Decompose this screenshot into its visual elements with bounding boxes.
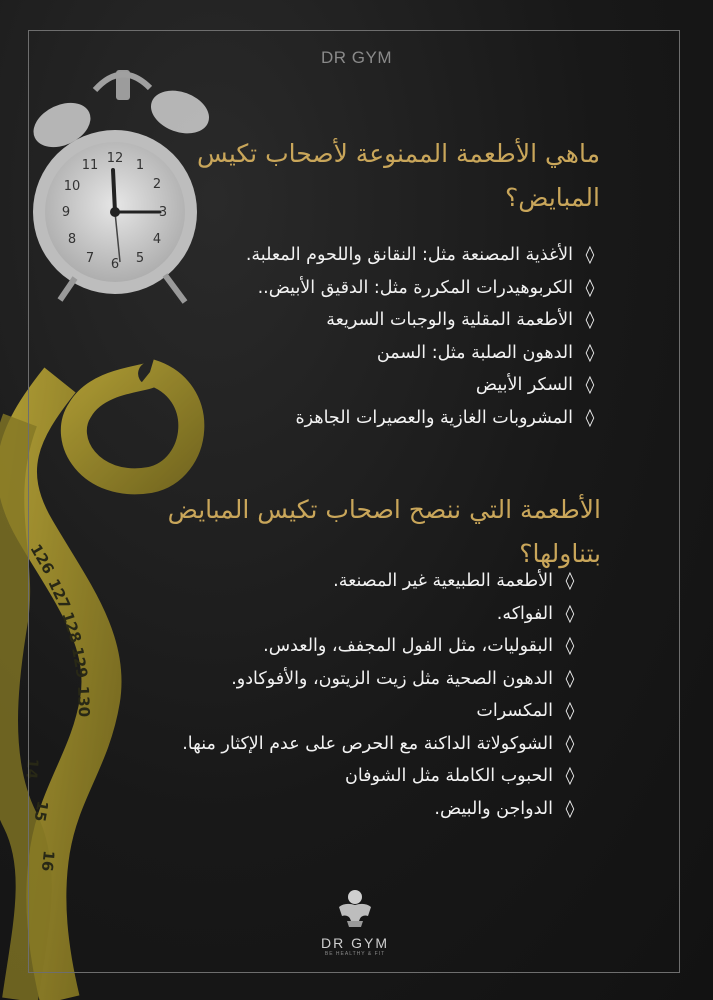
diamond-bullet-icon: ◊ [565, 571, 575, 591]
diamond-bullet-icon: ◊ [585, 342, 595, 363]
diamond-bullet-icon: ◊ [565, 798, 575, 819]
clock-number: 4 [152, 232, 162, 247]
tape-number: 127 [44, 576, 74, 613]
clock-number: 2 [152, 177, 162, 192]
diamond-bullet-icon: ◊ [565, 603, 575, 624]
clock-number: 7 [85, 251, 95, 266]
diamond-bullet-icon: ◊ [565, 766, 575, 786]
clock-number: 9 [61, 205, 71, 220]
tape-number: 15 [30, 799, 52, 823]
tape-number: 129 [68, 645, 92, 680]
list-item: ◊المكسرات [182, 695, 581, 728]
list-item: ◊الشوكولاتة الداكنة مع الحرص على عدم الإكثار منها. [182, 728, 581, 761]
forbidden-foods-list [246, 239, 601, 434]
diamond-bullet-icon: ◊ [565, 733, 575, 754]
tape-number: 126 [26, 541, 58, 578]
list-item: ◊الأطعمة الطبيعية غير المصنعة. [182, 565, 581, 598]
diamond-bullet-icon: ◊ [585, 277, 595, 298]
clock-number: 12 [106, 151, 124, 166]
list-item: ◊السكر الأبيض [246, 369, 601, 402]
diamond-bullet-icon: ◊ [585, 245, 595, 265]
list-item: ◊الأطعمة المقلية والوجبات السريعة [246, 304, 601, 337]
clock-number: 3 [158, 205, 168, 220]
logo-tagline: BE HEALTHY & FIT [324, 951, 386, 957]
section2-title [121, 488, 601, 576]
clock-number: 1 [135, 158, 145, 173]
section1-title [120, 132, 600, 220]
section1-title-line2: المبايض؟ [504, 183, 600, 212]
list-item: ◊الحبوب الكاملة مثل الشوفان [182, 760, 581, 793]
diamond-bullet-icon: ◊ [585, 407, 595, 428]
list-item: ◊البقوليات، مثل الفول المجفف، والعدس. [182, 630, 581, 663]
diamond-bullet-icon: ◊ [565, 668, 575, 689]
recommended-foods-list [182, 565, 581, 825]
diamond-bullet-icon: ◊ [585, 375, 595, 395]
tape-number: 16 [37, 849, 58, 873]
list-item: ◊الكربوهيدرات المكررة مثل: الدقيق الأبيض.. [246, 272, 601, 305]
logo-name: DR GYM [321, 935, 389, 951]
tape-number: 130 [74, 685, 94, 718]
diamond-bullet-icon: ◊ [565, 701, 575, 721]
list-item: ◊الأغذية المصنعة مثل: النقانق واللحوم المعلبة. [246, 239, 601, 272]
clock-number: 10 [63, 179, 81, 194]
diamond-bullet-icon: ◊ [565, 636, 575, 656]
list-item: ◊الدهون الصحية مثل زيت الزيتون، والأفوكادو. [182, 663, 581, 696]
section1-title-line1: ماهي الأطعمة الممنوعة لأصحاب تكيس [196, 139, 600, 168]
list-item: ◊الدهون الصلبة مثل: السمن [246, 337, 601, 370]
brand-header: DR GYM [321, 48, 392, 67]
clock-number: 6 [110, 257, 120, 272]
list-item: ◊الفواكه. [182, 598, 581, 631]
bodybuilder-logo-icon [333, 885, 377, 929]
tape-number: 128 [58, 609, 85, 646]
section2-title-line2: بتناولها؟ [519, 539, 601, 568]
list-item: ◊المشروبات الغازية والعصيرات الجاهزة [246, 402, 601, 435]
tape-number: 14 [22, 757, 42, 781]
list-item: ◊الدواجن والبيض. [182, 793, 581, 826]
clock-number: 8 [67, 232, 77, 247]
dr-gym-logo [300, 885, 410, 957]
diamond-bullet-icon: ◊ [585, 310, 595, 330]
clock-number: 11 [81, 158, 99, 173]
clock-number: 5 [135, 251, 145, 266]
section2-title-line1: الأطعمة التي ننصح اصحاب تكيس المبايض [167, 495, 601, 524]
